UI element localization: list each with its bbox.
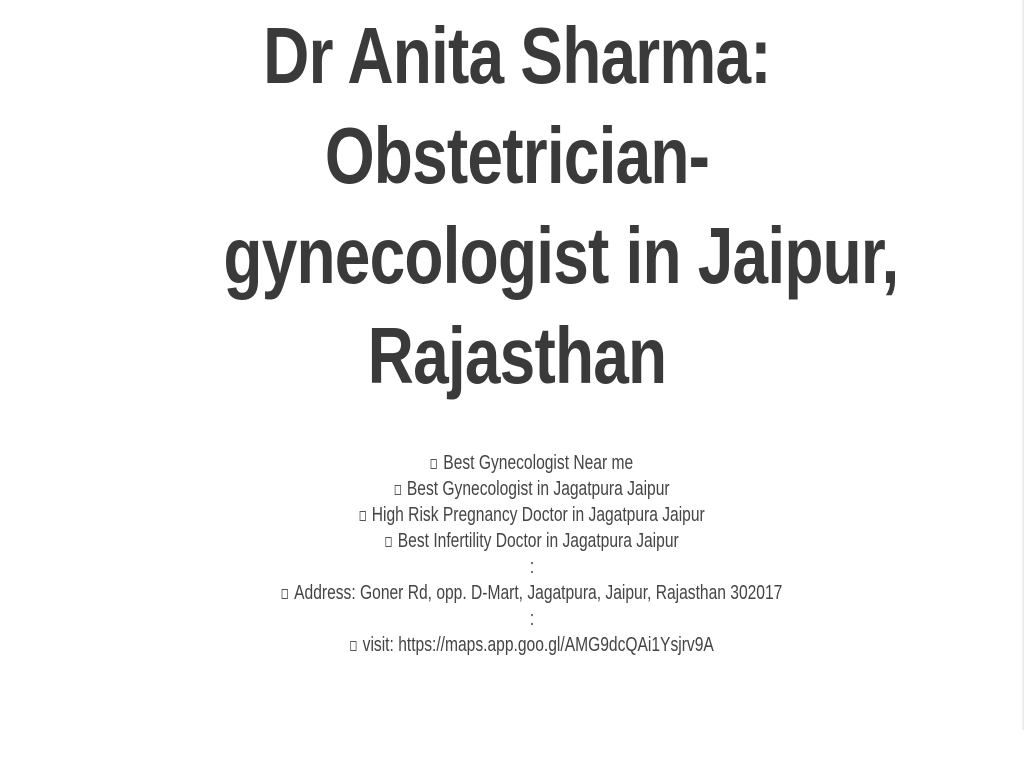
list-item-text: Best Gynecologist Near me xyxy=(443,452,634,474)
list-item-text: Best Gynecologist in Jagatpura Jaipur xyxy=(406,478,670,500)
visit-line xyxy=(243,632,820,658)
list-item xyxy=(243,528,820,554)
title-line: Rajasthan xyxy=(367,311,667,400)
page-title xyxy=(223,6,899,406)
separator-colon: : xyxy=(529,608,535,630)
title-line: Dr Anita Sharma: xyxy=(263,11,771,100)
title-line: gynecologist in Jaipur, xyxy=(223,211,899,300)
square-bullet-icon xyxy=(385,537,391,547)
list-item xyxy=(243,476,820,502)
square-bullet-icon xyxy=(350,641,356,651)
content-list xyxy=(243,450,820,658)
address-text: Address: Goner Rd, opp. D-Mart, Jagatpura, Jaipur, Rajasthan 302017 xyxy=(294,582,783,604)
list-item xyxy=(243,502,820,528)
separator-colon: : xyxy=(529,556,535,578)
visit-link-text[interactable]: visit: https://maps.app.goo.gl/AMG9dcQAi1Ysjrv9A xyxy=(362,634,714,656)
address-line xyxy=(243,580,820,606)
square-bullet-icon xyxy=(359,511,365,521)
list-item xyxy=(243,450,820,476)
square-bullet-icon xyxy=(282,589,288,599)
title-line: Obstetrician- xyxy=(324,111,710,200)
list-item-text: Best Infertility Doctor in Jagatpura Jaipur xyxy=(397,530,679,552)
list-item-text: High Risk Pregnancy Doctor in Jagatpura Jaipur xyxy=(371,504,705,526)
square-bullet-icon xyxy=(394,485,400,495)
square-bullet-icon xyxy=(431,459,437,469)
